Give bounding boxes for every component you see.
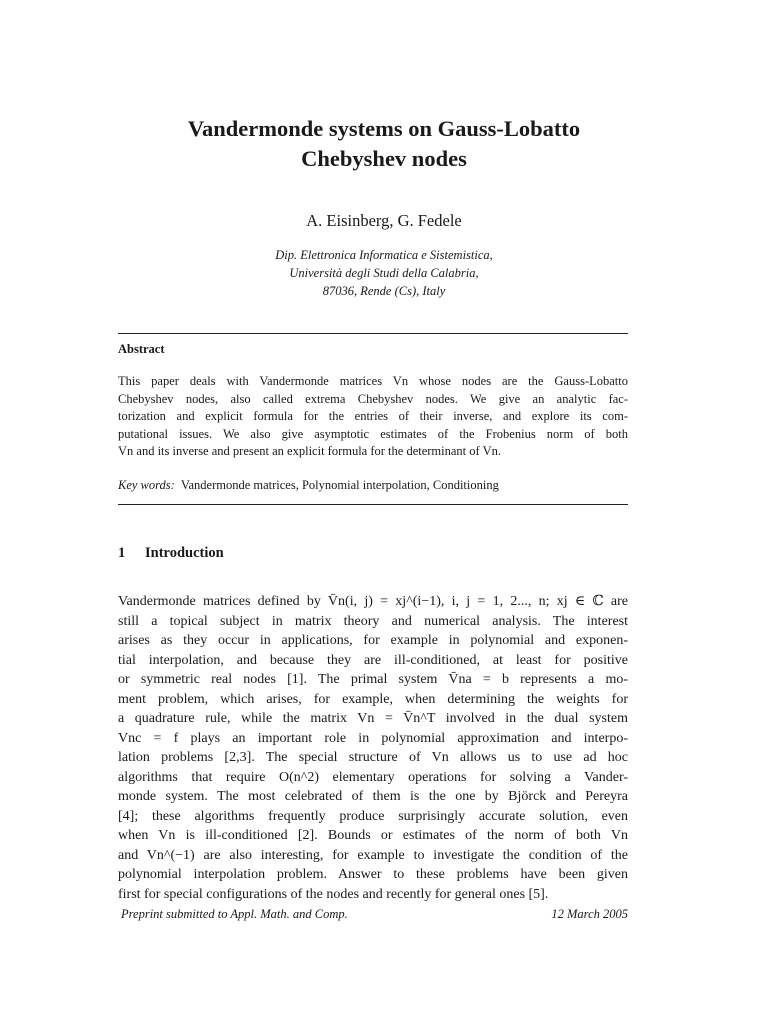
affiliation-line: Dip. Elettronica Informatica e Sistemistica, bbox=[275, 248, 493, 262]
abstract-bottom-rule bbox=[118, 504, 628, 505]
abstract-top-rule bbox=[118, 333, 628, 334]
paper-title bbox=[0, 114, 768, 174]
affiliation-line: Università degli Studi della Calabria, bbox=[289, 266, 479, 280]
intro-line: a quadrature rule, while the matrix Vn = V̄n^T involved in the dual system bbox=[118, 711, 628, 726]
intro-line: [4]; these algorithms frequently produce surprisingly accurate solution, even bbox=[118, 808, 628, 824]
intro-line: tial interpolation, and because they are ill-conditioned, at least for positive bbox=[118, 652, 628, 668]
intro-line: when Vn is ill-conditioned [2]. Bounds or estimates of the norm of both Vn bbox=[118, 828, 628, 843]
introduction-body bbox=[118, 592, 628, 904]
intro-line: first for special configurations of the nodes and recently for general ones [5]. bbox=[118, 886, 549, 902]
intro-line: and Vn^(−1) are also interesting, for example to investigate the condition of the bbox=[118, 847, 628, 863]
intro-line: Vnc = f plays an important role in polynomial approximation and interpo- bbox=[118, 730, 628, 746]
section-heading bbox=[118, 545, 224, 562]
section-number: 1 bbox=[118, 545, 126, 561]
abstract-line: This paper deals with Vandermonde matrices Vn whose nodes are the Gauss-Lobatto bbox=[118, 374, 628, 388]
abstract-line: putational issues. We also give asymptotic estimates of the Frobenius norm of both bbox=[118, 426, 628, 441]
authors: A. Eisinberg, G. Fedele bbox=[306, 211, 462, 230]
abstract-heading: Abstract bbox=[118, 342, 165, 356]
preprint-footer bbox=[121, 907, 628, 922]
footer-date: 12 March 2005 bbox=[551, 907, 628, 921]
affiliation bbox=[0, 246, 768, 300]
title-line: Vandermonde systems on Gauss-Lobatto bbox=[187, 116, 581, 141]
intro-line: ment problem, which arises, for example, when determining the weights for bbox=[118, 691, 628, 707]
abstract-line: torization and explicit formula for the entries of their inverse, and explore its com- bbox=[118, 409, 628, 424]
intro-line: Vandermonde matrices defined by V̄n(i, j) = xj^(i−1), i, j = 1, 2..., n; xj ∈ ℂ are bbox=[118, 594, 628, 609]
intro-line: or symmetric real nodes [1]. The primal system V̄na = b represents a mo- bbox=[118, 672, 628, 687]
intro-line: arises as they occur in applications, for example in polynomial and exponen- bbox=[118, 633, 628, 648]
abstract-line: Chebyshev nodes, also called extrema Chebyshev nodes. We give an analytic fac- bbox=[118, 391, 628, 406]
section-title: Introduction bbox=[145, 545, 224, 561]
abstract-body bbox=[118, 373, 628, 461]
intro-line: monde system. The most celebrated of them is the one by Björck and Pereyra bbox=[118, 789, 628, 804]
intro-line: polynomial interpolation problem. Answer to these problems have been given bbox=[118, 867, 628, 882]
intro-line: algorithms that require O(n^2) elementary operations for solving a Vander- bbox=[118, 769, 628, 785]
intro-line: lation problems [2,3]. The special structure of Vn allows us to use ad hoc bbox=[118, 750, 628, 765]
abstract-line: Vn and its inverse and present an explicit formula for the determinant of Vn. bbox=[118, 444, 501, 459]
keywords: Vandermonde matrices, Polynomial interpolation, Conditioning bbox=[180, 478, 499, 492]
affiliation-line: 87036, Rende (Cs), Italy bbox=[322, 284, 446, 298]
footer-journal: Preprint submitted to Appl. Math. and Comp. bbox=[121, 907, 348, 921]
keywords-label: Key words: bbox=[118, 478, 175, 492]
intro-line: still a topical subject in matrix theory and numerical analysis. The interest bbox=[118, 613, 628, 629]
title-line: Chebyshev nodes bbox=[301, 146, 467, 171]
keywords-line bbox=[118, 477, 628, 495]
